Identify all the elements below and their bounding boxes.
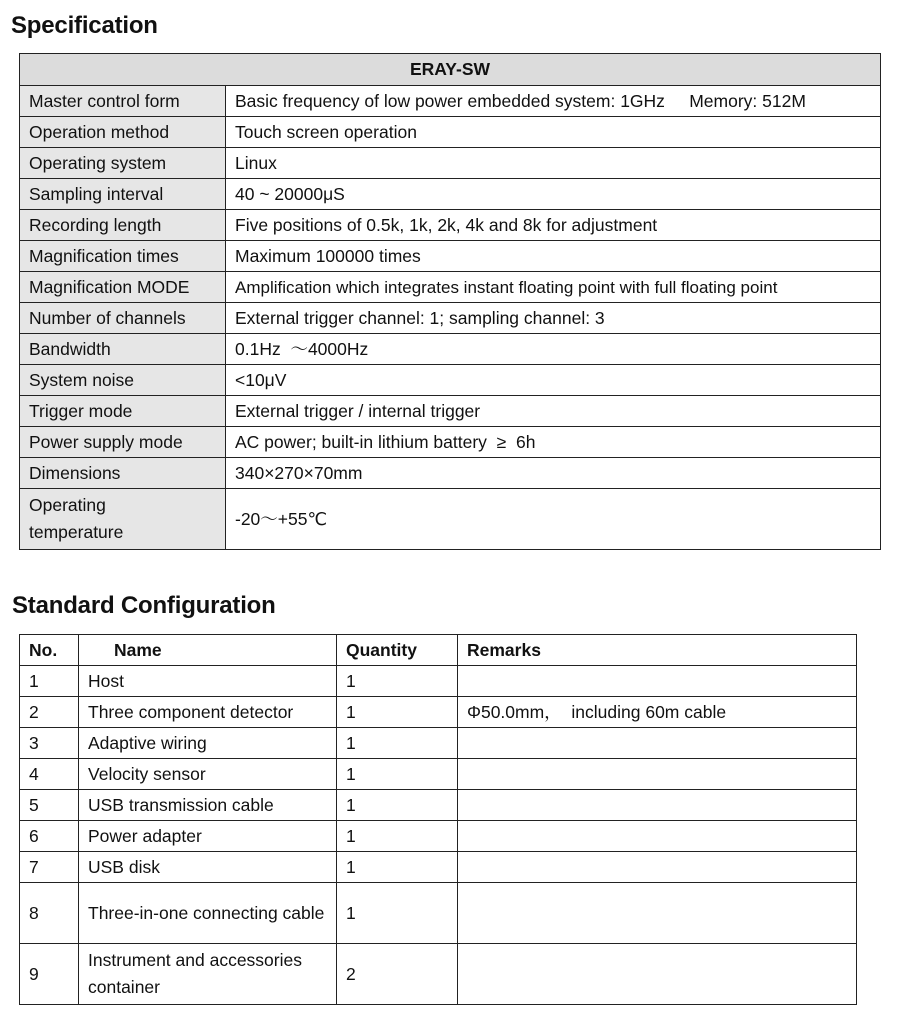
spec-label: Recording length	[20, 210, 226, 241]
item-quantity: 1	[337, 759, 458, 790]
spec-label: Operating temperature	[20, 489, 226, 550]
spec-value: Linux	[226, 148, 881, 179]
spec-label: Trigger mode	[20, 396, 226, 427]
config-row	[20, 666, 857, 697]
item-name: Adaptive wiring	[79, 728, 337, 759]
spec-row	[20, 365, 881, 396]
item-name: USB transmission cable	[79, 790, 337, 821]
item-remarks	[458, 790, 857, 821]
spec-label: Sampling interval	[20, 179, 226, 210]
spec-value: <10μV	[226, 365, 881, 396]
item-remarks	[458, 944, 857, 1005]
spec-row	[20, 148, 881, 179]
item-no: 7	[20, 852, 79, 883]
spec-value: Five positions of 0.5k, 1k, 2k, 4k and 8k for adjustment	[226, 210, 881, 241]
item-remarks	[458, 821, 857, 852]
config-row	[20, 728, 857, 759]
item-no: 1	[20, 666, 79, 697]
spec-title-row	[20, 54, 881, 86]
spec-row	[20, 117, 881, 148]
spec-label: Bandwidth	[20, 334, 226, 365]
item-name: Three-in-one connecting cable	[79, 883, 337, 944]
item-name: USB disk	[79, 852, 337, 883]
specification-heading: Specification	[11, 12, 158, 39]
spec-label: Operating system	[20, 148, 226, 179]
item-name: Velocity sensor	[79, 759, 337, 790]
item-no: 8	[20, 883, 79, 944]
item-remarks	[458, 883, 857, 944]
spec-value: 340×270×70mm	[226, 458, 881, 489]
spec-label: Master control form	[20, 86, 226, 117]
item-no: 3	[20, 728, 79, 759]
spec-label: Number of channels	[20, 303, 226, 334]
spec-value: Basic frequency of low power embedded system: 1GHz Memory: 512M	[226, 86, 881, 117]
item-quantity: 1	[337, 790, 458, 821]
item-name: Three component detector	[79, 697, 337, 728]
spec-value: 40 ~ 20000μS	[226, 179, 881, 210]
spec-row	[20, 179, 881, 210]
config-row	[20, 759, 857, 790]
config-row	[20, 883, 857, 944]
spec-label: Operation method	[20, 117, 226, 148]
item-quantity: 1	[337, 666, 458, 697]
item-remarks: Φ50.0mm， including 60m cable	[458, 697, 857, 728]
config-row	[20, 821, 857, 852]
spec-row	[20, 241, 881, 272]
item-quantity: 1	[337, 697, 458, 728]
spec-value: -20～+55℃	[226, 489, 881, 550]
item-no: 9	[20, 944, 79, 1005]
spec-label: Magnification MODE	[20, 272, 226, 303]
item-quantity: 1	[337, 852, 458, 883]
item-quantity: 2	[337, 944, 458, 1005]
config-row	[20, 852, 857, 883]
spec-value: Touch screen operation	[226, 117, 881, 148]
config-row	[20, 790, 857, 821]
item-remarks	[458, 852, 857, 883]
header-remarks: Remarks	[458, 635, 857, 666]
item-quantity: 1	[337, 821, 458, 852]
item-no: 4	[20, 759, 79, 790]
spec-row	[20, 86, 881, 117]
spec-row	[20, 396, 881, 427]
config-header-row	[20, 635, 857, 666]
spec-row	[20, 489, 881, 550]
standard-configuration-heading: Standard Configuration	[12, 592, 276, 619]
spec-label: Power supply mode	[20, 427, 226, 458]
item-no: 2	[20, 697, 79, 728]
spec-label: System noise	[20, 365, 226, 396]
header-quantity: Quantity	[337, 635, 458, 666]
header-no: No.	[20, 635, 79, 666]
item-no: 6	[20, 821, 79, 852]
spec-value: Amplification which integrates instant floating point with full floating point	[226, 272, 881, 303]
spec-row	[20, 210, 881, 241]
header-name: Name	[79, 635, 337, 666]
spec-value: AC power; built-in lithium battery ≥ 6h	[226, 427, 881, 458]
spec-label: Magnification times	[20, 241, 226, 272]
config-row	[20, 944, 857, 1005]
item-name: Instrument and accessories container	[79, 944, 337, 1005]
spec-value: 0.1Hz ～4000Hz	[226, 334, 881, 365]
item-remarks	[458, 759, 857, 790]
spec-value: Maximum 100000 times	[226, 241, 881, 272]
spec-value: External trigger channel: 1; sampling channel: 3	[226, 303, 881, 334]
spec-row	[20, 303, 881, 334]
spec-row	[20, 334, 881, 365]
item-name: Power adapter	[79, 821, 337, 852]
item-name: Host	[79, 666, 337, 697]
item-remarks	[458, 666, 857, 697]
configuration-table	[19, 634, 857, 1005]
item-quantity: 1	[337, 883, 458, 944]
specification-table	[19, 53, 881, 550]
spec-row	[20, 427, 881, 458]
spec-value: External trigger / internal trigger	[226, 396, 881, 427]
item-no: 5	[20, 790, 79, 821]
item-quantity: 1	[337, 728, 458, 759]
model-name: ERAY-SW	[20, 54, 881, 86]
spec-row	[20, 458, 881, 489]
item-remarks	[458, 728, 857, 759]
spec-row	[20, 272, 881, 303]
config-row	[20, 697, 857, 728]
spec-label: Dimensions	[20, 458, 226, 489]
